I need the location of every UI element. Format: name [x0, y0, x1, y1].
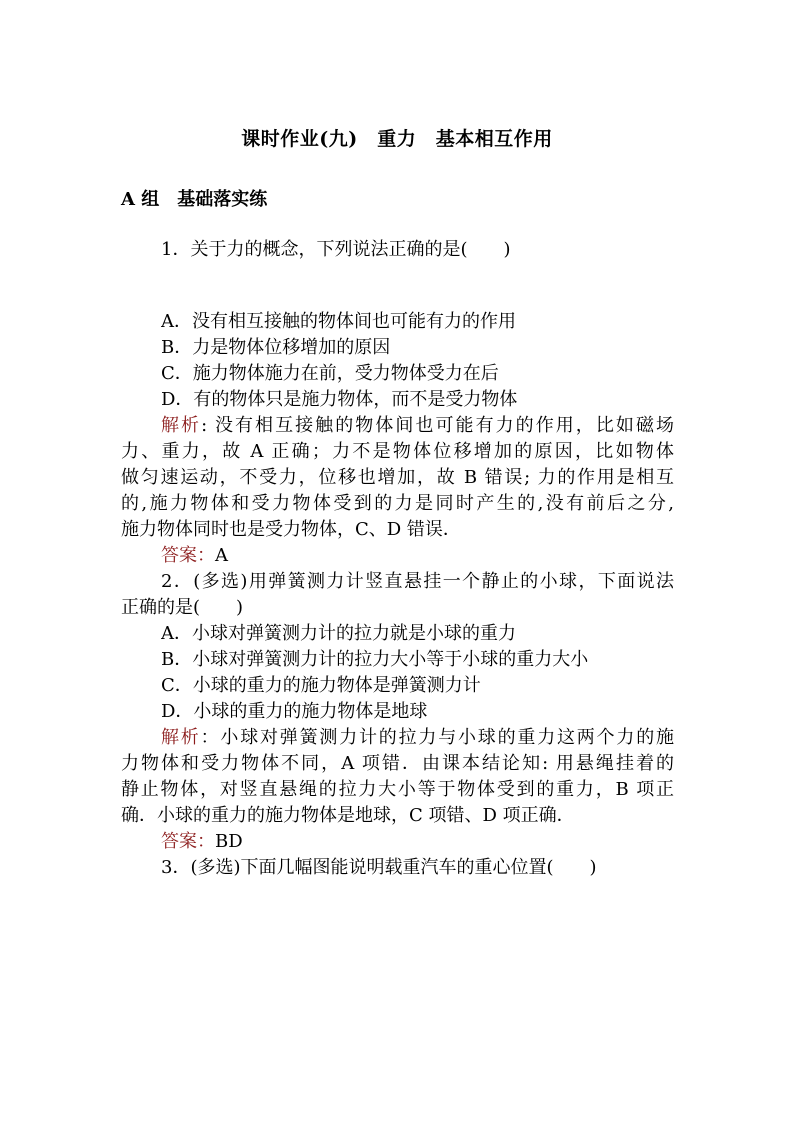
- q2-analysis-line-3: 静止物体，对竖直悬绳的拉力大小等于物体受到的重力，B 项正: [121, 779, 674, 800]
- q1-option-a: A．没有相互接触的物体间也可能有力的作用: [161, 311, 516, 332]
- q2-answer-value: BD: [215, 831, 243, 852]
- q1-answer-label: 答案：: [161, 545, 215, 566]
- q1-analysis-line-3: 做匀速运动，不受力，位移也增加，故 B 错误; 力的作用是相互: [121, 467, 674, 488]
- question-3-stem: 3．(多选)下面几幅图能说明载重汽车的重心位置( ): [161, 857, 597, 878]
- question-2-stem-line-1: 2．(多选)用弹簧测力计竖直悬挂一个静止的小球，下面说法: [161, 571, 674, 592]
- q1-answer: [161, 543, 674, 569]
- q1-analysis-label: 解析: [161, 415, 202, 436]
- q2-option-c: C．小球的重力的施力物体是弹簧测力计: [161, 675, 481, 696]
- q1-analysis-line-1: 解析: 没有相互接触的物体间也可能有力的作用，比如磁场: [161, 415, 674, 436]
- q2-option-b: B．小球对弹簧测力计的拉力大小等于小球的重力大小: [161, 649, 589, 670]
- q2-option-d: D．小球的重力的施力物体是地球: [161, 701, 428, 722]
- q2-option-a: A．小球对弹簧测力计的拉力就是小球的重力: [161, 623, 516, 644]
- q1-answer-value: A: [215, 545, 228, 566]
- q2-analysis-line-1: 解析：小球对弹簧测力计的拉力与小球的重力这两个力的施: [161, 727, 674, 748]
- page-title: 课时作业(九) 重力 基本相互作用: [241, 128, 553, 150]
- q1-analysis-line-2: 力、重力，故 A 正确；力不是物体位移增加的原因，比如物体: [121, 441, 674, 462]
- question-1-stem: 1．关于力的概念，下列说法正确的是( ): [161, 239, 511, 260]
- q2-analysis-line-4: 确．小球的重力的施力物体是地球，C 项错、D 项正确．: [121, 805, 575, 826]
- q2-answer: [161, 829, 674, 855]
- q2-analysis-label: 解析: [161, 727, 201, 748]
- section-heading: A 组 基础落实练: [121, 189, 268, 210]
- q1-option-c: C．施力物体施力在前，受力物体受力在后: [161, 363, 499, 384]
- q2-answer-label: 答案：: [161, 831, 215, 852]
- q1-analysis-line-4: 的,施力物体和受力物体受到的力是同时产生的,没有前后之分,: [121, 493, 674, 514]
- q1-option-b: B．力是物体位移增加的原因: [161, 337, 391, 358]
- q1-option-d: D．有的物体只是施力物体，而不是受力物体: [161, 389, 518, 410]
- question-2-stem-line-2: 正确的是( ): [121, 597, 244, 618]
- q2-analysis-line-2: 力物体和受力物体不同，A 项错．由课本结论知: 用悬绳挂着的: [121, 753, 674, 774]
- q1-analysis-line-5: 施力物体同时也是受力物体，C、D 错误．: [121, 519, 461, 540]
